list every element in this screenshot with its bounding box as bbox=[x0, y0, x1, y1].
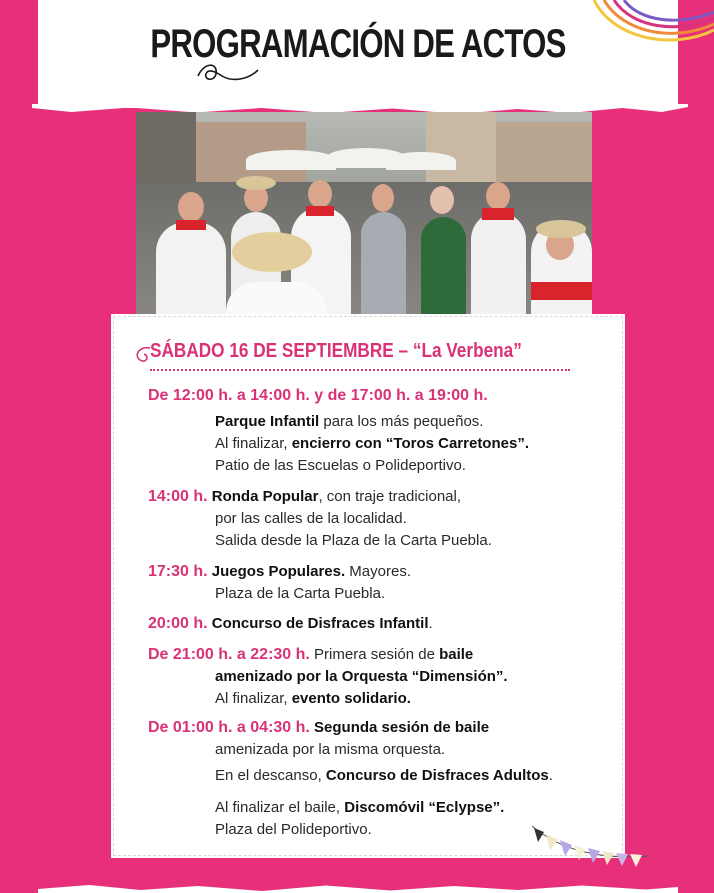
day-heading: SÁBADO 16 DE SEPTIEMBRE – “La Verbena” bbox=[150, 340, 522, 362]
event-2-line-1: 14:00 h. Ronda Popular, con traje tradicional, bbox=[148, 488, 462, 505]
event-4-line-1: 20:00 h. Concurso de Disfraces Infantil. bbox=[148, 615, 433, 632]
plaza-photo bbox=[136, 112, 592, 322]
event-5-line-2: amenizado por la Orquesta “Dimensión”. bbox=[215, 668, 508, 685]
event-3-line-1: 17:30 h. Juegos Populares. Mayores. bbox=[148, 563, 411, 580]
event-6-line-2: amenizada por la misma orquesta. bbox=[215, 741, 446, 758]
event-1-line-3: Patio de las Escuelas o Polideportivo. bbox=[215, 457, 466, 474]
event-1-line-2: Al finalizar, encierro con “Toros Carretones”. bbox=[215, 435, 529, 452]
event-5-line-3: Al finalizar, evento solidario. bbox=[215, 690, 411, 707]
event-1-time: De 12:00 h. a 14:00 h. y de 17:00 h. a 19:00 h. bbox=[148, 387, 488, 404]
event-1-line-1: Parque Infantil para los más pequeños. bbox=[215, 413, 484, 430]
header-band bbox=[38, 0, 678, 108]
page-title: PROGRAMACIÓN DE ACTOS bbox=[150, 22, 566, 66]
event-6-line-5: Plaza del Polideportivo. bbox=[215, 821, 372, 838]
event-5-line-1: De 21:00 h. a 22:30 h. Primera sesión de baile bbox=[148, 646, 474, 663]
event-6-line-3: En el descanso, Concurso de Disfraces Adultos. bbox=[215, 767, 553, 784]
event-2-line-3: Salida desde la Plaza de la Carta Puebla. bbox=[215, 532, 492, 549]
event-3-line-2: Plaza de la Carta Puebla. bbox=[215, 585, 386, 602]
event-6-line-4: Al finalizar el baile, Discomóvil “Eclypse”. bbox=[215, 799, 505, 816]
bottom-torn-edge bbox=[38, 883, 678, 893]
swirl-ornament-icon bbox=[196, 58, 260, 88]
rainbow-arc-icon bbox=[584, 0, 714, 60]
event-2-line-2: por las calles de la localidad. bbox=[215, 510, 407, 527]
event-6-line-1: De 01:00 h. a 04:30 h. Segunda sesión de baile bbox=[148, 719, 490, 736]
heading-underline bbox=[150, 369, 570, 373]
bunting-icon bbox=[530, 820, 650, 880]
